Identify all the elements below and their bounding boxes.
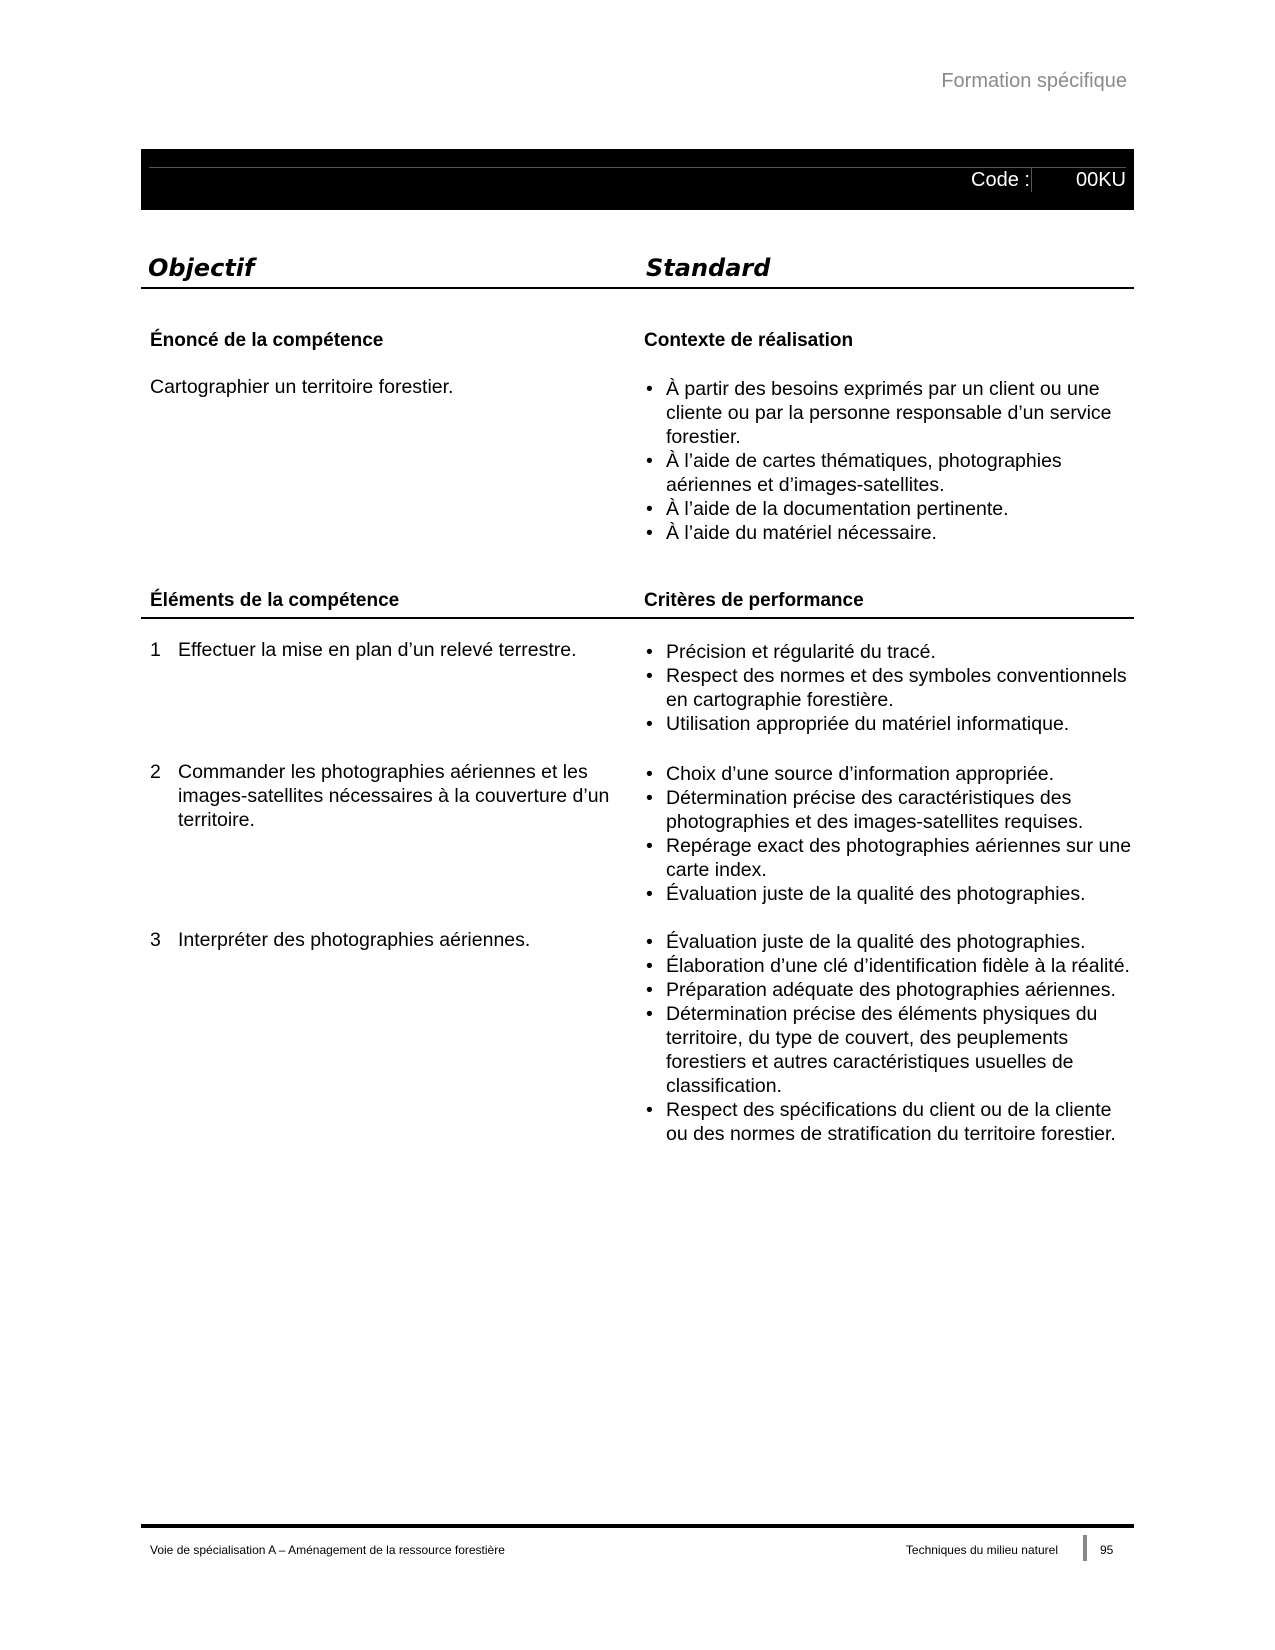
code-label: Code : (971, 169, 1030, 191)
code-value: 00KU (1075, 169, 1126, 191)
criteria-item: • Choix d’une source d’information appropriée. (644, 762, 1134, 786)
criteria-heading: Critères de performance (644, 590, 864, 611)
context-item: • À l’aide du matériel nécessaire. (644, 521, 1134, 545)
competence-element (150, 760, 620, 832)
criteria-item: • Évaluation juste de la qualité des photographies. (644, 930, 1134, 954)
code-bar-rule (149, 167, 1126, 168)
element-text: Interpréter des photographies aériennes. (178, 929, 531, 951)
competence-element (150, 638, 620, 662)
section-rule (141, 617, 1134, 619)
column-heading-objectif: Objectif (148, 254, 255, 282)
competence-element (150, 928, 620, 952)
statement-text: Cartographier un territoire forestier. (150, 376, 454, 398)
page-number: 95 (1100, 1543, 1114, 1557)
criteria-item: • Détermination précise des éléments physiques du territoire, du type de couvert, des peuplements forestiers et autres caractéristiques usuelles de classification. (644, 1002, 1134, 1098)
column-heading-rule (141, 287, 1134, 289)
criteria-item: • Respect des normes et des symboles conventionnels en cartographie forestière. (644, 664, 1134, 712)
column-heading-standard: Standard (646, 254, 771, 282)
element-text: Effectuer la mise en plan d’un relevé terrestre. (178, 639, 577, 661)
criteria-list (644, 640, 1134, 736)
criteria-item: • Détermination précise des caractéristiques des photographies et des images-satellites requises. (644, 786, 1134, 834)
criteria-item: • Évaluation juste de la qualité des photographies. (644, 882, 1134, 906)
statement-heading: Énoncé de la compétence (150, 330, 384, 351)
element-text: Commander les photographies aériennes et les images-satellites nécessaires à la couverture d’un territoire. (178, 761, 610, 831)
running-header: Formation spécifique (941, 70, 1127, 92)
footer-left-text: Voie de spécialisation A – Aménagement de la ressource forestière (150, 1543, 505, 1557)
footer-right-text: Techniques du milieu naturel (905, 1543, 1058, 1557)
criteria-item: • Précision et régularité du tracé. (644, 640, 1134, 664)
criteria-item: • Respect des spécifications du client ou de la cliente ou des normes de stratification du territoire forestier. (644, 1098, 1134, 1146)
criteria-item: • Utilisation appropriée du matériel informatique. (644, 712, 1134, 736)
context-item: • À partir des besoins exprimés par un client ou une cliente ou par la personne responsable d’un service forestier. (644, 377, 1134, 449)
criteria-list (644, 762, 1134, 906)
element-number: 2 (150, 761, 161, 783)
footer-rule (141, 1524, 1134, 1528)
context-heading: Contexte de réalisation (644, 330, 854, 351)
context-item: • À l’aide de la documentation pertinente. (644, 497, 1134, 521)
element-number: 1 (150, 639, 161, 661)
code-separator (1031, 168, 1032, 192)
criteria-item: • Repérage exact des photographies aériennes sur une carte index. (644, 834, 1134, 882)
criteria-list (644, 930, 1134, 1146)
criteria-item: • Élaboration d’une clé d’identification fidèle à la réalité. (644, 954, 1134, 978)
code-bar (141, 149, 1134, 210)
criteria-item: • Préparation adéquate des photographies aériennes. (644, 978, 1134, 1002)
footer-separator (1083, 1535, 1087, 1561)
element-number: 3 (150, 929, 161, 951)
context-list (644, 377, 1134, 545)
context-item: • À l’aide de cartes thématiques, photographies aériennes et d’images-satellites. (644, 449, 1134, 497)
elements-heading: Éléments de la compétence (150, 590, 400, 611)
